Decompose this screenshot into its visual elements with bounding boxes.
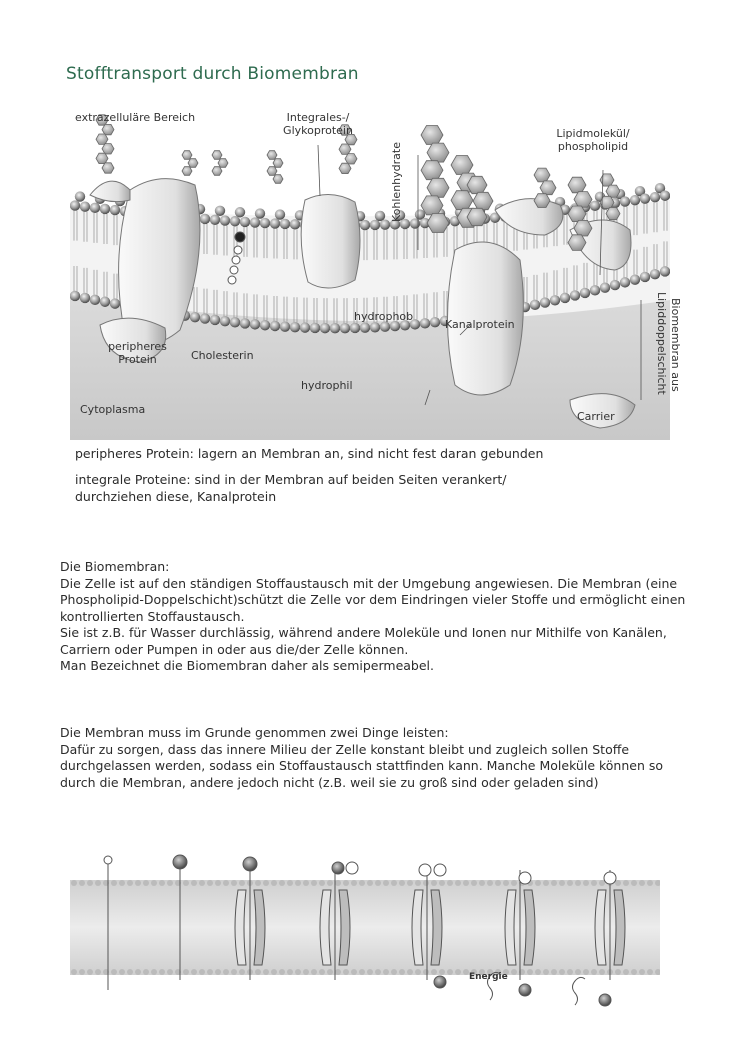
section1-line1: Die Zelle ist auf den ständigen Stoffaustausch mit der Umgebung angewiesen. Die Membran (eine — [60, 575, 678, 591]
section1-line2: Phospholipid-Doppelschicht)schützt die Zelle vor dem Eindringen vieler Stoffe und ermöglicht einen — [60, 592, 686, 607]
section1-line5: Carriern oder Pumpen in oder aus die/der Zelle können. — [60, 641, 409, 657]
definition-integral-line2: durchziehen diese, Kanalprotein — [75, 488, 277, 504]
label-carrier: Carrier — [577, 410, 615, 423]
label-integral-line1: Integrales-/ — [286, 111, 350, 124]
section2-line2: Dafür zu sorgen, dass das innere Milieu der Zelle konstant bleibt und zugleich sollen Stoffe — [60, 741, 630, 757]
label-kanalprotein: Kanalprotein — [445, 318, 515, 331]
label-energie: Energie — [469, 972, 508, 982]
label-lipid-line1: Lipidmolekül/ — [556, 127, 630, 140]
label-extracellular: extrazelluläre Bereich — [75, 111, 196, 124]
definition-integral — [75, 472, 506, 505]
label-peripheral-protein — [100, 340, 175, 366]
section1-line6: Man Bezeichnet die Biomembran daher als semipermeabel. — [60, 658, 434, 673]
section1-heading: Die Biomembran: — [60, 559, 170, 574]
label-peripheral-line2: Protein — [118, 353, 157, 366]
label-integral-protein — [278, 111, 358, 137]
label-integral-line2: Glykoprotein — [283, 124, 353, 137]
label-hydrophil: hydrophil — [301, 379, 353, 392]
label-lipid-molecule — [548, 127, 638, 153]
transport-illustration — [70, 850, 660, 1020]
label-carbohydrate: Kohlenhydrate — [390, 142, 403, 222]
label-peripheral-line1: peripheres — [108, 340, 167, 353]
definition-peripheral: peripheres Protein: lagern an Membran an, sind nicht fest daran gebunden — [75, 446, 544, 461]
label-cytoplasma: Cytoplasma — [80, 403, 146, 416]
section2-line3: durchgelassen werden, sodass ein Stoffaustausch stattfinden kann. Manche Moleküle können so — [60, 758, 664, 773]
label-lipid-line2: phospholipid — [557, 140, 629, 153]
transport-diagram — [70, 850, 660, 1020]
section1-line4: Sie ist z.B. für Wasser durchlässig, während andere Moleküle und Ionen nur Mithilfe von Kanälen, — [60, 625, 667, 640]
membrane-diagram — [70, 100, 682, 440]
page-title: Stofftransport durch Biomembran — [66, 64, 359, 84]
section-biomembran — [60, 559, 740, 675]
section2-line4: durch die Membran, andere jedoch nicht (z.B. weil sie zu groß sind oder geladen sind) — [60, 774, 599, 790]
section2-line1: Die Membran muss im Grunde genommen zwei Dinge leisten: — [60, 725, 449, 740]
section-membrane-tasks — [60, 725, 740, 791]
label-cholesterin: Cholesterin — [191, 349, 254, 362]
label-membrane-line2: Lipiddoppelschicht — [655, 292, 668, 395]
section1-line3: kontrollierten Stoffaustausch. — [60, 608, 245, 624]
label-hydrophob: hydrophob — [354, 310, 414, 323]
label-membrane-line1: Biomembran aus — [669, 298, 682, 392]
definition-integral-line1: integrale Proteine: sind in der Membran auf beiden Seiten verankert/ — [75, 472, 507, 487]
